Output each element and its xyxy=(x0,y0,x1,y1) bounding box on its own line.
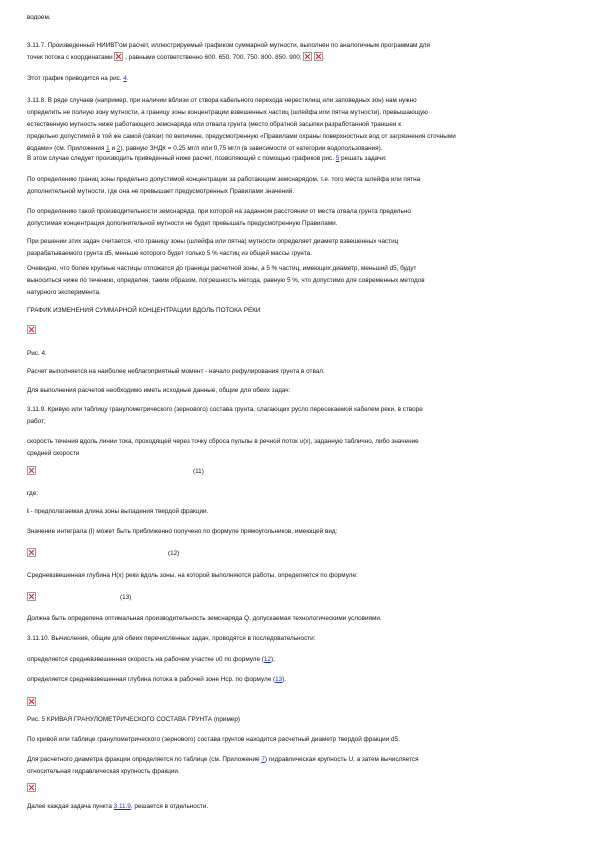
p3117-line1: 3.11.7. Произведенный НИИВТ'ом расчет, иллюстрируемый графиком суммарной мутности, выполнен по аналогичным программам для xyxy=(27,42,430,49)
formula-12 xyxy=(27,548,572,560)
formula-11-number: (11) xyxy=(193,468,204,475)
broken-image-icon xyxy=(27,548,36,557)
broken-image-icon xyxy=(27,783,36,792)
broken-image-icon xyxy=(27,466,36,475)
link-appendix-7[interactable]: 7 xyxy=(261,756,265,763)
paragraph-task-1: По определению границ зоны предельно допустимой концентрации за работающим земснарядом, т.е. того места шлейфа или пятна дополнительной мутности, где она не превышает предусмотренных Правилами значений. xyxy=(27,176,421,195)
paragraph-depth: Средневзвешенная глубина H(x) реки вдоль зоны, на которой выполняются работы, определяется по формуле: xyxy=(27,572,358,579)
paragraph-obvious: Очевидно, что более крупные частицы отложатся до границы расчетной зоны, а 5 % частиц, имеющих диаметр, меньший d5, будут выноситься ниже по течению, определяя, таким образом, погрешность метода, равную 5 %, что допустимо для современных методов натурного эксперимента. xyxy=(27,265,425,296)
paragraph-data-needed: Для выполнения расчетов необходимо иметь исходные данные, общие для обеих задач: xyxy=(27,387,291,394)
where-label: где: xyxy=(27,490,39,497)
paragraph-task-2: По определению такой производительности земснаряда, при которой на заданном расстоянии от места отвала грунта предельно допустимая концентрация дополнительной мутности не будет превышать предусмотренную Правилами. xyxy=(27,208,411,227)
paragraph-3-11-8: 3.11.8. В ряде случаев (например, при наличии вблизи от створа кабельного перехода нерестилищ или заповедных зон) нам нужно определить не полную зону мутности, а границу зоны концентрации взвешенных частиц (шлейфа или пятна мутности), превышающую естественную мутность ниже работающего земснаряда или отвала грунта (место обратной засыпки разработанной траншеи к предельно допустимой в той же самой (связи) по величине, предусмотренную «Правилами охраны поверхностных вод от загрязнения сточными водами» (см. Приложения 1 и 2), равную ЗНДК = 0,25 мг/л или 0,75 мг/л (в зависимости от категории водопользования). xyxy=(27,97,456,152)
paragraph-hydro: Для расчетного диаметра фракции определяется по таблице (см. Приложение 7) гидравлическая крупность U, а затем вычисляется относительная гидравлическая крупность фракции. xyxy=(27,756,419,775)
broken-image-icon xyxy=(303,52,312,61)
formula-13-number: (13) xyxy=(120,594,132,601)
link-formula-12[interactable]: 12 xyxy=(263,656,271,663)
link-formula-13[interactable]: 13 xyxy=(275,676,283,683)
broken-image-icon xyxy=(314,52,323,61)
link-3-11-9[interactable]: 3.11.9 xyxy=(113,803,131,810)
p3117-line2-pre: точек потока с координатами xyxy=(27,54,113,61)
paragraph-3-11-10: 3.11.10. Вычисления, общие для обеих перечисленных задач, проводятся в последовательности: xyxy=(27,635,316,642)
fig4-caption: Рис. 4. xyxy=(27,350,47,357)
paragraph-further: Далее каждая задача пункта 3.11.9, решается в отдельности. xyxy=(27,803,209,810)
link-appendix-1[interactable]: 1 xyxy=(106,145,110,152)
p3117-line2-mid: , равными соответственно 600. 650. 700. 750. 800. 850. 900; xyxy=(125,54,302,61)
paragraph-graph-ref: Этот график приводится на рис. 4. xyxy=(27,75,129,82)
broken-image-icon xyxy=(27,697,36,706)
link-appendix-2[interactable]: 2 xyxy=(116,145,121,152)
link-fig-5[interactable]: 5 xyxy=(335,155,340,162)
paragraph-productivity: Должна быть определена оптимальная производительность земснаряда Q, допускаемая технологическими условиями. xyxy=(27,615,382,622)
paragraph-3-11-9: 3.11.9. Кривую или таблицу гранулометрического (зернового) состава грунта, слагающих русло пересекаемой кабелем реки, в створе работ; xyxy=(27,406,423,425)
paragraph-speed: скорость течения вдоль линии тока, проходящей через точку сброса пульпы в речной поток υ(x), заданную таблично, либо значение средней скорости xyxy=(27,438,419,457)
fig5-caption: Рис. 5 КРИВАЯ ГРАНУЛОМЕТРИЧЕСКОГО СОСТАВА ГРУНТА (пример) xyxy=(27,716,240,723)
paragraph-calc-moment: Расчет выполняется на наиболее неблагоприятный момент - начало рефулирования грунта в отвал. xyxy=(27,368,325,375)
formula-11 xyxy=(27,466,572,478)
broken-image-icon xyxy=(27,325,36,334)
formula-12-number: (12) xyxy=(168,550,180,557)
link-fig-4[interactable]: 4 xyxy=(123,75,127,82)
paragraph-case: В этом случае следует производить приведенный ниже расчет, позволяющий с помощью графиков рис. 5 решать задачи: xyxy=(27,155,387,162)
paragraph-solve: При решении этих задач считается, что границу зоны (шлейфа или пятна) мутности определяет диаметр взвешенных частиц разрабатываемого грунта d5, меньше которого будет только 5 % частиц из общей массы грунта. xyxy=(27,238,399,257)
paragraph-curve: По кривой или таблице гранулометрического (зернового) состава грунтов находится расчетный диаметр твердой фракции d5. xyxy=(27,736,400,743)
paragraph-avg-depth: определяется средневзвешенная глубина потока в рабочей зоне Hср. по формуле (13). xyxy=(27,676,287,683)
broken-image-icon xyxy=(27,592,36,601)
broken-image-icon xyxy=(114,52,123,61)
heading-graph: ГРАФИК ИЗМЕНЕНИЯ СУММАРНОЙ КОНЦЕНТРАЦИИ ВДОЛЬ ПОТОКА РЕКИ xyxy=(27,307,261,314)
fragment-top: водоем. xyxy=(27,14,51,21)
paragraph-i-def: i - предполагаемая длина зоны выпадения твердой фракции. xyxy=(27,508,209,515)
paragraph-3-11-7: 3.11.7. Произведенный НИИВТ'ом расчет, иллюстрируемый графиком суммарной мутности, выполнен по аналогичным программам для точек потока с координатами , равными соответственно 600. 650. 700. 750. 800. 850. 900; . xyxy=(27,40,572,64)
paragraph-avg-speed: определяется средневзвешенная скорость на рабочем участке υ0 по формуле (12); xyxy=(27,656,275,663)
formula-13 xyxy=(27,592,572,604)
paragraph-integral: Значение интеграла (I) может быть приближенно получено по формуле прямоугольников, имеющей вид: xyxy=(27,528,338,535)
